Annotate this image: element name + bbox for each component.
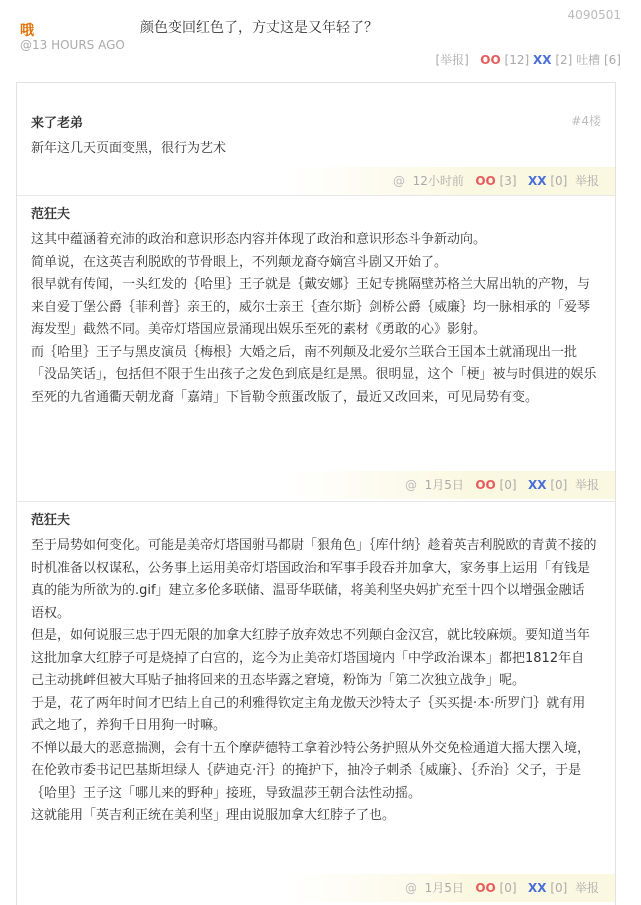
comment-paragraph: 至于局势如何变化。可能是美帝灯塔国驸马都尉「狠角色」｛库什纳｝趁着英吉利脱欧的青黄不接的时机准备以权谋私，公务事上运用美帝灯塔国政治和军事手段吞并加拿大，家务事上运用「有钱是真的能为所欲为的.gif」建立多伦多联储、温哥华联储，将美利坚央妈扩充至十四个以增强金融话语权。 [31, 538, 597, 621]
xx-button[interactable]: XX [528, 478, 547, 492]
oo-count: [0] [499, 881, 517, 895]
comment-paragraph: 但是，如何说服三忠于四无限的加拿大红脖子放弃效忠不列颠白金汉宫，就比较麻烦。要知道当年这批加拿大红脖子可是烧掉了白宫的，迄今为止美帝灯塔国境内「中学政治课本」都把1812年自己主动挑衅但被大耳贴子抽将回来的丑态毕露之窘境，粉饰为「第二次独立战争」呢。 [31, 628, 591, 688]
comment-author[interactable]: 范狂夫 [31, 207, 71, 222]
comment-paragraph: 新年这几天页面变黑，很行为艺术 [31, 141, 227, 156]
comment-meta [17, 874, 615, 902]
clock-icon: @ [404, 881, 417, 895]
comment-paragraph: 很早就有传闻，一头红发的｛哈里｝王子就是｛戴安娜｝王妃专挑隔壁苏格兰大屌出轨的产物，与来自爱丁堡公爵｛菲利普｝亲王的，威尔士亲王｛查尔斯｝剑桥公爵｛威廉｝均一脉相承的「爱琴海发型」截然不同。美帝灯塔国应景涌现出娱乐至死的素材《勇敢的心》影射。 [31, 277, 591, 337]
comment-paragraph: 简单说，在这英吉利脱欧的节骨眼上，不列颠龙裔夺嫡宫斗剧又开始了。 [31, 254, 448, 270]
report-link[interactable]: [举报] [435, 53, 469, 67]
comment-paragraph: 这其中蕴涵着充沛的政治和意识形态内容并体现了政治和意识形态斗争新动向。 [31, 232, 487, 247]
oo-count: [0] [499, 478, 517, 492]
oo-button[interactable]: OO [475, 478, 496, 492]
xx-button[interactable]: XX [528, 174, 547, 188]
top-post [0, 0, 641, 74]
oo-button[interactable]: OO [480, 53, 501, 67]
comment-text [31, 229, 597, 409]
comment-meta [17, 167, 615, 195]
comment-text [31, 138, 597, 161]
post-time: @13 HOURS AGO [20, 38, 125, 52]
comment-time: 1月5日 [424, 478, 464, 492]
comment-item [17, 83, 615, 193]
post-author[interactable]: 哦 [20, 23, 34, 39]
post-actions [435, 51, 621, 68]
comment-author[interactable]: 来了老弟 [31, 116, 84, 131]
comment-paragraph: 而｛哈里｝王子与黑皮演员｛梅根｝大婚之后，南不列颠及北爱尔兰联合王国本土就涌现出一批「没品笑话」，包括但不限于生出孩子之发色到底是红是黑。很明显，这个「梗」被与时俱进的娱乐至死的九省通衢天朝龙裔「嘉靖」下旨勒令煎蛋改版了，最近又改回来，可见局势有变。 [31, 344, 597, 405]
xx-button[interactable]: XX [528, 881, 547, 895]
xx-count: [0] [550, 478, 568, 492]
comment-paragraph: 这就能用「英吉利正统在美利坚」理由说服加拿大红脖子了也。 [31, 808, 396, 823]
comment-author[interactable]: 范狂夫 [31, 513, 71, 528]
tucao-button[interactable]: 吐槽 [6] [576, 53, 621, 67]
comment-text [31, 535, 597, 828]
xx-count: [0] [550, 881, 568, 895]
comment-paragraph: 于是，花了两年时间才巴结上自己的利雅得钦定主角龙傲天沙特太子｛买买提·本·所罗门｝就有用武之地了，养狗千日用狗一时嘛。 [31, 695, 586, 733]
oo-count: [3] [499, 174, 517, 188]
xx-count: [2] [555, 53, 573, 67]
post-content: 颜色变回红色了，方丈这是又年轻了？ [140, 20, 378, 36]
oo-button[interactable]: OO [475, 174, 496, 188]
oo-count: [12] [504, 53, 530, 67]
comment-item [17, 195, 615, 499]
clock-icon: @ [392, 174, 405, 188]
comment-meta [17, 471, 615, 499]
report-link[interactable]: 举报 [574, 478, 599, 492]
xx-button[interactable]: XX [533, 53, 552, 67]
comment-item [17, 501, 615, 905]
xx-count: [0] [550, 174, 568, 188]
comment-time: 12小时前 [412, 174, 464, 188]
comments-panel [16, 82, 616, 905]
report-link[interactable]: 举报 [574, 174, 599, 188]
oo-button[interactable]: OO [475, 881, 496, 895]
report-link[interactable]: 举报 [574, 881, 599, 895]
post-id[interactable]: 4090501 [567, 8, 621, 22]
comment-paragraph: 不惮以最大的恶意揣测，会有十五个摩萨德特工拿着沙特公务护照从外交免检通道大摇大摆入境，在伦敦市委书记巴基斯坦绿人｛萨迪克·汗｝的掩护下，抽冷子刺杀｛威廉｝、｛乔治｝父子，于是｛哈里｝王子这「哪儿来的野种」接班，导致温莎王朝合法性动摇。 [31, 740, 591, 801]
comment-floor[interactable]: #4楼 [571, 114, 601, 128]
comment-time: 1月5日 [424, 881, 464, 895]
clock-icon: @ [404, 478, 417, 492]
